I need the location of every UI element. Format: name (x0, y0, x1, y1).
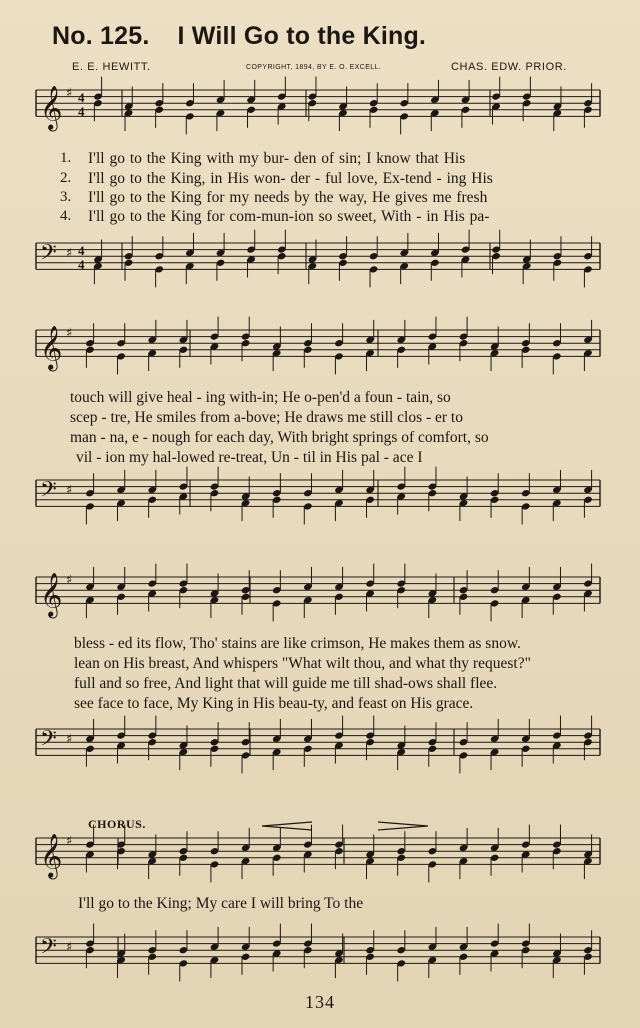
treble-clef-icon: 𝄞 (40, 833, 63, 878)
bass-clef-icon: 𝄢 (40, 240, 57, 271)
time-signature-top: 4 (78, 90, 85, 105)
author-credit: E. E. HEWITT. (72, 61, 151, 73)
treble-clef-icon: 𝄞 (40, 325, 63, 370)
crescendo-mark (262, 822, 312, 830)
bass-clef-icon: 𝄢 (40, 477, 57, 508)
lyric-line: I'll go to the King for my needs by the way, He gives me fresh (88, 189, 488, 206)
sharp-icon: ♯ (66, 834, 73, 849)
lyric-line: vil - ion my hal-lowed re-treat, Un - til in His pal - ace I (76, 449, 423, 466)
page-number: 134 (305, 992, 335, 1012)
lyric-line: touch will give heal - ing with-in; He o-pen'd a foun - tain, so (70, 389, 451, 406)
lyric-line: I'll go to the King; My care I will bring To the (78, 895, 364, 912)
treble-clef-icon: 𝄞 (40, 85, 63, 130)
sharp-icon: ♯ (66, 326, 73, 341)
lyric-line: man - na, e - nough for each day, With bright springs of comfort, so (70, 429, 489, 446)
time-signature-top: 4 (78, 243, 85, 258)
copyright-notice: COPYRIGHT, 1894, BY E. O. EXCELL. (246, 64, 382, 71)
bass-clef-icon: 𝄢 (40, 934, 57, 965)
sharp-icon: ♯ (66, 732, 73, 747)
decrescendo-mark (378, 822, 428, 830)
sharp-icon: ♯ (66, 246, 73, 261)
verse-number: 3. (60, 189, 72, 205)
lyric-line: scep - tre, He smiles from a-bove; He draws me still clos - er to (70, 409, 463, 426)
verse-number: 2. (60, 170, 72, 186)
verse-number: 4. (60, 208, 72, 224)
treble-clef-icon: 𝄞 (40, 572, 63, 617)
lyric-line: I'll go to the King with my bur- den of sin; I know that His (88, 150, 466, 167)
sharp-icon: ♯ (66, 573, 73, 588)
hymn-number: No. 125. (52, 22, 150, 50)
lyric-line: lean on His breast, And whispers "What wilt thou, and what thy request?" (74, 655, 531, 672)
verse-number: 1. (60, 150, 72, 166)
hymn-title: I Will Go to the King. (177, 22, 427, 50)
lyric-line: see face to face, My King in His beau-ty, and feast on His grace. (74, 695, 474, 712)
lyric-line: bless - ed its flow, Tho' stains are like crimson, He makes them as snow. (74, 635, 521, 652)
chorus-label: CHORUS. (88, 817, 146, 831)
sharp-icon: ♯ (66, 940, 73, 955)
lyric-line: full and so free, And light that will guide me till shad-ows shall flee. (74, 675, 498, 692)
time-signature-bottom: 4 (78, 257, 85, 272)
time-signature-bottom: 4 (78, 104, 85, 119)
composer-credit: CHAS. EDW. PRIOR. (451, 61, 567, 73)
sharp-icon: ♯ (66, 86, 73, 101)
lyric-line: I'll go to the King, in His won- der - ful love, Ex-tend - ing His (88, 170, 493, 187)
bass-clef-icon: 𝄢 (40, 726, 57, 757)
sharp-icon: ♯ (66, 483, 73, 498)
lyric-line: I'll go to the King for com-mun-ion so sweet, With - in His pa- (88, 208, 490, 225)
